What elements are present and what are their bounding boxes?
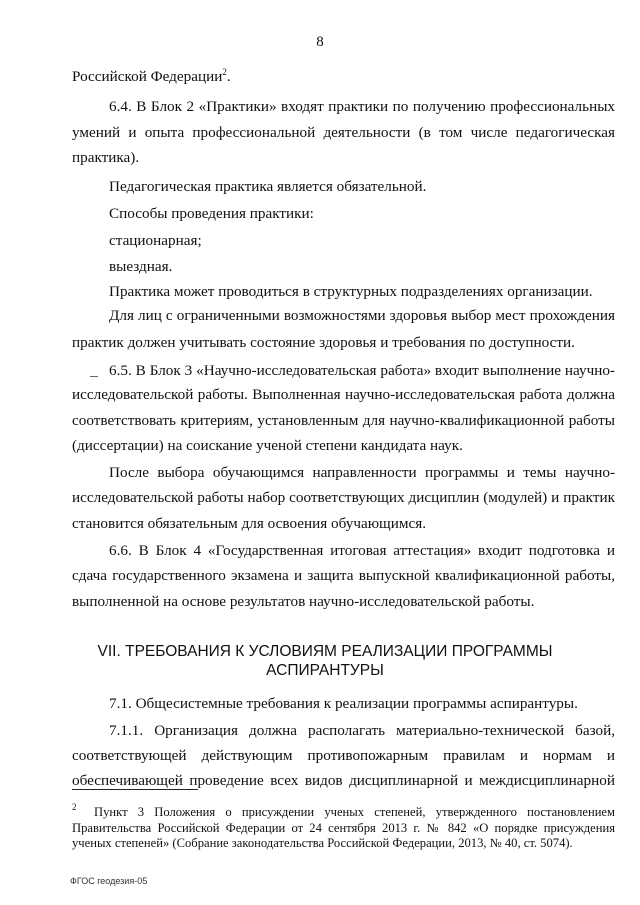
text-line: исследовательской работы набор соответствующих дисциплин (модулей) и практик bbox=[72, 489, 615, 506]
text-line: (диссертации) на соискание ученой степени кандидата наук. bbox=[72, 437, 463, 454]
text-line: обеспечивающей проведение всех видов дисциплинарной и междисциплинарной bbox=[72, 772, 615, 789]
footnote-line: Пункт 3 Положения о присуждении ученых степеней, утвержденного постановлением bbox=[94, 805, 615, 819]
text-line: 6.4. В Блок 2 «Практики» входят практики по получению профессиональных bbox=[109, 98, 615, 115]
text-line: выездная. bbox=[109, 258, 173, 275]
text-line: Способы проведения практики: bbox=[109, 205, 314, 222]
text-line: выполненной на основе результатов научно-исследовательской работы. bbox=[72, 593, 535, 610]
footnote-ref: 2 bbox=[222, 66, 227, 77]
text-line: практика). bbox=[72, 149, 140, 166]
text-line: исследовательской работы. Выполненная научно-исследовательская работа должна bbox=[72, 386, 615, 403]
text-line: 6.5. В Блок 3 «Научно-исследовательская работа» входит выполнение научно- bbox=[109, 362, 615, 379]
text-line: соответствовать критериям, установленным для научно-квалификационной работы bbox=[72, 412, 615, 429]
text-line: 7.1. Общесистемные требования к реализации программы аспирантуры. bbox=[109, 695, 578, 712]
text-line: Практика может проводиться в структурных подразделениях организации. bbox=[109, 283, 593, 300]
section-heading-cont: АСПИРАНТУРЫ bbox=[266, 662, 384, 679]
document-stamp: ФГОС геодезия-05 bbox=[70, 876, 148, 886]
footnote-separator bbox=[72, 789, 198, 790]
text-line: умений и опыта профессиональной деятельности (в том числе педагогическая bbox=[72, 124, 615, 141]
text-line: После выбора обучающимся направленности программы и темы научно- bbox=[109, 464, 615, 481]
text-line: практик должен учитывать состояние здоровья и требования по доступности. bbox=[72, 334, 575, 351]
scan-mark bbox=[90, 376, 98, 377]
section-heading: VII. ТРЕБОВАНИЯ К УСЛОВИЯМ РЕАЛИЗАЦИИ ПРОГРАММЫ bbox=[97, 643, 553, 660]
text-line: 6.6. В Блок 4 «Государственная итоговая аттестация» входит подготовка и bbox=[109, 542, 615, 559]
text-line: Для лиц с ограниченными возможностями здоровья выбор мест прохождения bbox=[109, 307, 615, 324]
footnote-line: ученых степеней» (Собрание законодательства Российской Федерации, 2013, № 40, ст. 5074). bbox=[72, 836, 573, 850]
text-line: Российской Федерации$^2$. bbox=[72, 66, 231, 85]
text-line: стационарная; bbox=[109, 232, 202, 249]
text-line: становится обязательным для освоения обучающимся. bbox=[72, 515, 427, 532]
footnote-line: Правительства Российской Федерации от 24 сентября 2013 г. № 842 «О порядке присуждения bbox=[72, 821, 615, 835]
page-number: 8 bbox=[316, 34, 324, 50]
text-line: сдача государственного экзамена и защита выпускной квалификационной работы, bbox=[72, 567, 615, 584]
footnote-marker: 2 bbox=[72, 802, 77, 812]
text-line: соответствующей действующим противопожарным правилам и нормам и bbox=[72, 747, 615, 764]
text-line: Педагогическая практика является обязательной. bbox=[109, 178, 427, 195]
text-line: 7.1.1. Организация должна располагать материально-технической базой, bbox=[109, 722, 615, 739]
